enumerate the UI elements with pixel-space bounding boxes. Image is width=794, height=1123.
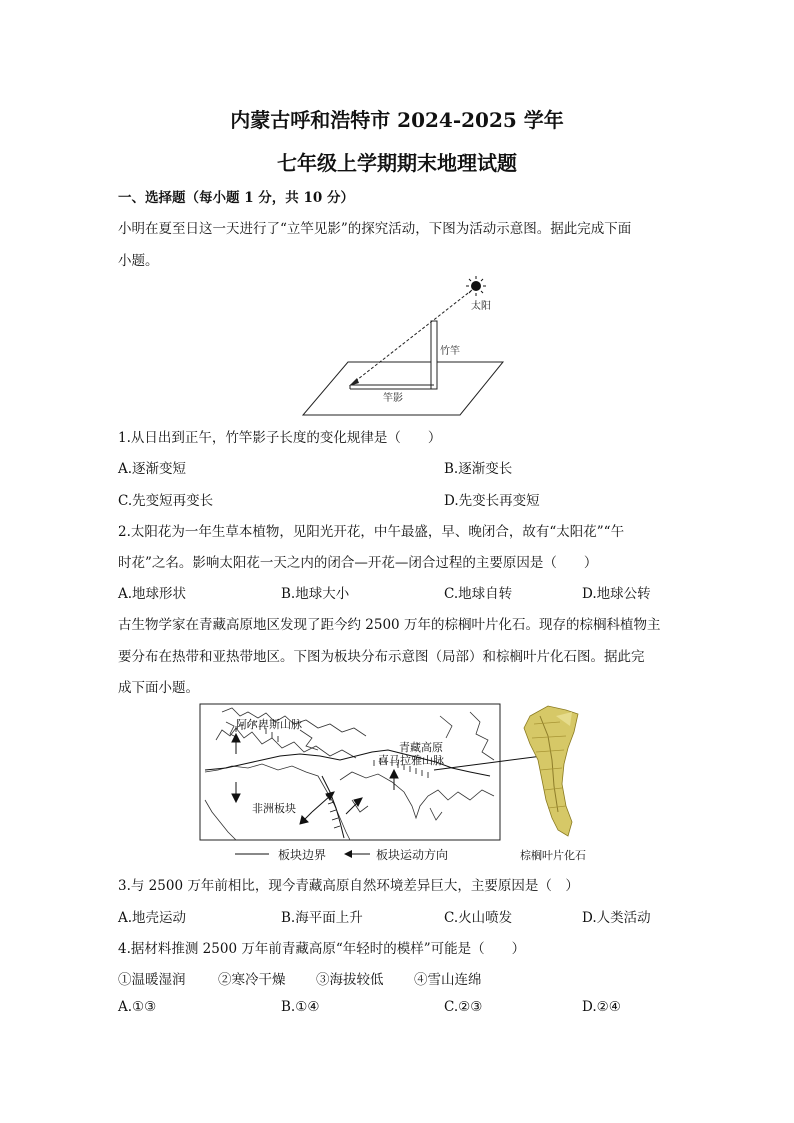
q2-option-b[interactable]: B.地球大小: [281, 586, 350, 602]
q3-stem: 3.与 2500 万年前相比，现今青藏高原自然环境差异巨大，主要原因是（ ）: [118, 878, 579, 894]
label-alps: 阿尔卑斯山脉: [236, 718, 302, 731]
q4-option-c[interactable]: C.②③: [444, 999, 483, 1015]
intro2-line1: 古生物学家在青藏高原地区发现了距今约 2500 万年的棕榈叶片化石。现存的棕榈科植物主: [118, 617, 661, 633]
pole-label: 竹竿: [440, 346, 460, 357]
q1-stem: 1.从日出到正午，竹竿影子长度的变化规律是（ ）: [118, 430, 442, 446]
bamboo-pole: [431, 321, 437, 389]
intro1-line1: 小明在夏至日这一天进行了“立竿见影”的探究活动，下图为活动示意图。据此完成下面: [118, 221, 632, 237]
sun-label: 太阳: [471, 301, 491, 312]
fossil-caption: 棕榈叶片化石: [520, 849, 586, 862]
q2-option-a[interactable]: A.地球形状: [118, 586, 187, 602]
intro2-line3: 成下面小题。: [118, 680, 199, 696]
q4-option-a[interactable]: A.①③: [118, 999, 157, 1015]
intro1-line2: 小题。: [118, 253, 159, 269]
q4-stem: 4.据材料推测 2500 万年前青藏高原“年轻时的模样”可能是（ ）: [118, 941, 526, 957]
q2-option-c[interactable]: C.地球自转: [444, 586, 513, 602]
legend: [235, 847, 448, 862]
q3-option-c[interactable]: C.火山喷发: [444, 910, 513, 926]
q1-option-a[interactable]: A.逐渐变短: [118, 461, 187, 477]
q3-option-d[interactable]: D.人类活动: [582, 910, 651, 926]
q2-line1: 2.太阳花为一年生草本植物，见阳光开花，中午最盛，早、晚闭合，故有“太阳花”“午: [118, 524, 625, 540]
q4-option-d[interactable]: D.②④: [582, 999, 621, 1015]
q1-option-d[interactable]: D.先变长再变短: [444, 493, 540, 509]
plate-map-figure: [195, 700, 615, 870]
pole-shadow: [350, 385, 434, 389]
q2-option-d[interactable]: D.地球公转: [582, 586, 651, 602]
shadow-diagram: [300, 272, 510, 422]
q4-item-2: ②寒冷干燥: [218, 972, 286, 988]
q4-item-4: ④雪山连绵: [414, 972, 482, 988]
page-title: 内蒙古呼和浩特市 2024-2025 学年: [230, 108, 564, 132]
q4-option-b[interactable]: B.①④: [281, 999, 320, 1015]
q3-option-b[interactable]: B.海平面上升: [281, 910, 363, 926]
q1-option-c[interactable]: C.先变短再变长: [118, 493, 214, 509]
q3-option-a[interactable]: A.地壳运动: [118, 910, 187, 926]
legend-boundary-label: 板块边界: [278, 848, 327, 862]
sun-icon: [466, 276, 486, 296]
page-subtitle: 七年级上学期期末地理试题: [277, 151, 517, 175]
shadow-label: 竿影: [383, 393, 403, 404]
intro2-line2: 要分布在热带和亚热带地区。下图为板块分布示意图（局部）和棕榈叶片化石图。据此完: [118, 649, 645, 665]
q4-item-3: ③海拔较低: [316, 972, 384, 988]
q4-item-1: ①温暖湿润: [118, 972, 186, 988]
label-africa-plate: 非洲板块: [252, 802, 296, 815]
label-plateau: 青藏高原: [399, 741, 443, 754]
label-himalaya: 喜马拉雅山脉: [378, 754, 444, 767]
legend-direction-label: 板块运动方向: [376, 848, 449, 862]
sun-ray-arrow: [349, 290, 472, 386]
section-heading: 一、选择题（每小题 1 分，共 10 分）: [118, 190, 354, 206]
palm-leaf-fossil-image: [524, 706, 578, 836]
q2-line2: 时花”之名。影响太阳花一天之内的闭合—开花—闭合过程的主要原因是（ ）: [118, 555, 598, 571]
q1-option-b[interactable]: B.逐渐变长: [444, 461, 513, 477]
